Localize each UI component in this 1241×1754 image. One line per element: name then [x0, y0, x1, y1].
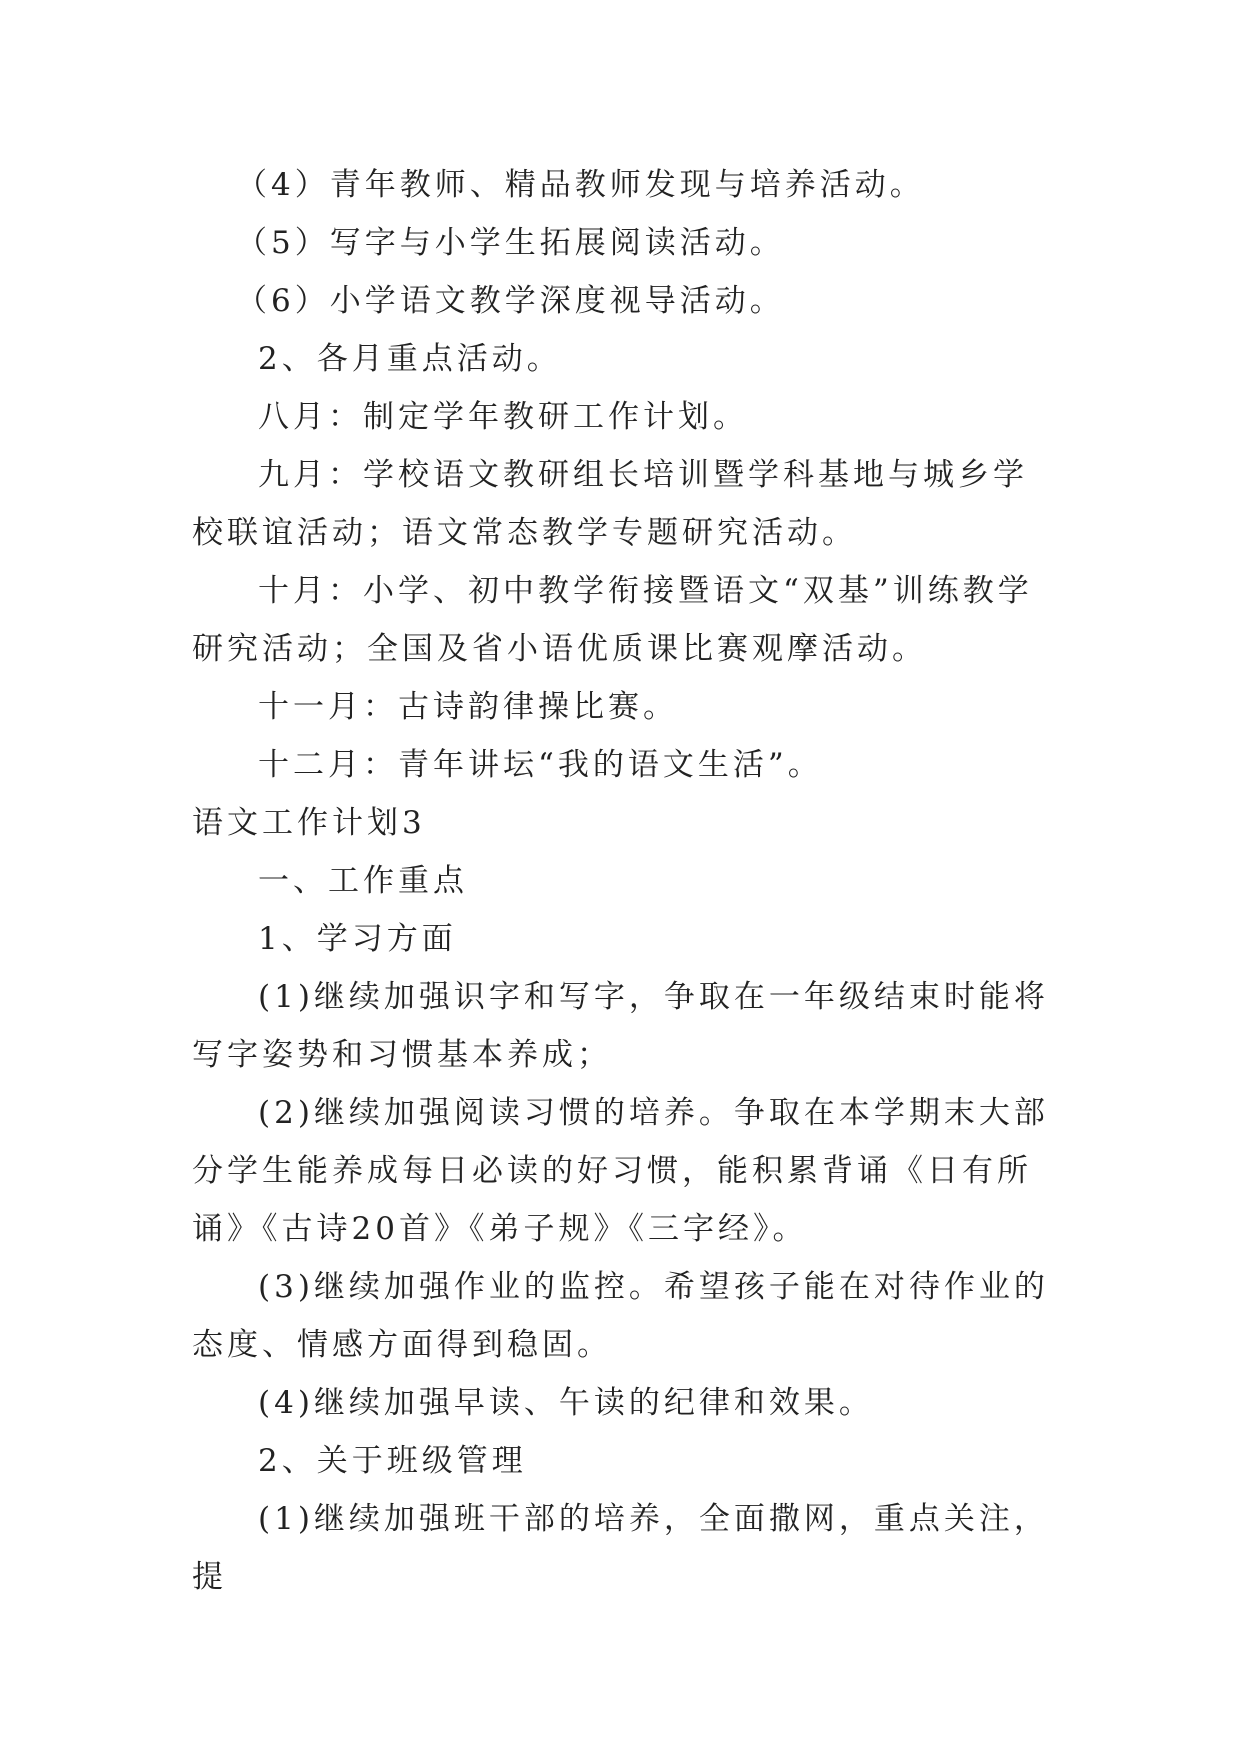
heading-work-focus: 一、工作重点: [258, 863, 468, 899]
paragraph-november: 十一月：古诗韵律操比赛。: [258, 689, 678, 725]
paragraph-activity-4: （4）青年教师、精品教师发现与培养活动。: [236, 167, 925, 203]
paragraph-study-4: (4)继续加强早读、午读的纪律和效果。: [258, 1385, 874, 1421]
paragraph-october: 十月：小学、初中教学衔接暨语文“双基”训练教学研究活动；全国及省小语优质课比赛观摩活动。: [192, 573, 1033, 667]
document-body: [192, 156, 1052, 1606]
heading-study: 1、学习方面: [258, 921, 457, 957]
paragraph-activity-5: （5）写字与小学生拓展阅读活动。: [236, 225, 785, 261]
heading-class-management: 2、关于班级管理: [258, 1443, 527, 1479]
paragraph-september: 九月：学校语文教研组长培训暨学科基地与城乡学校联谊活动；语文常态教学专题研究活动。: [192, 457, 1028, 551]
paragraph-activity-6: （6）小学语文教学深度视导活动。: [236, 283, 785, 319]
paragraph-august: 八月：制定学年教研工作计划。: [258, 399, 748, 435]
paragraph-study-3: (3)继续加强作业的监控。希望孩子能在对待作业的态度、情感方面得到稳固。: [192, 1269, 1049, 1363]
paragraph-december: 十二月：青年讲坛“我的语文生活”。: [258, 747, 823, 783]
paragraph-study-2: (2)继续加强阅读习惯的培养。争取在本学期末大部分学生能养成每日必读的好习惯，能积累背诵《日有所诵》《古诗20首》《弟子规》《三字经》。: [192, 1095, 1049, 1247]
paragraph-monthly-activities: 2、各月重点活动。: [258, 341, 562, 377]
paragraph-management-1: (1)继续加强班干部的培养，全面撒网，重点关注，提: [192, 1501, 1049, 1595]
section-title: 语文工作计划3: [192, 805, 426, 841]
paragraph-study-1: (1)继续加强识字和写字，争取在一年级结束时能将写字姿势和习惯基本养成；: [192, 979, 1049, 1073]
